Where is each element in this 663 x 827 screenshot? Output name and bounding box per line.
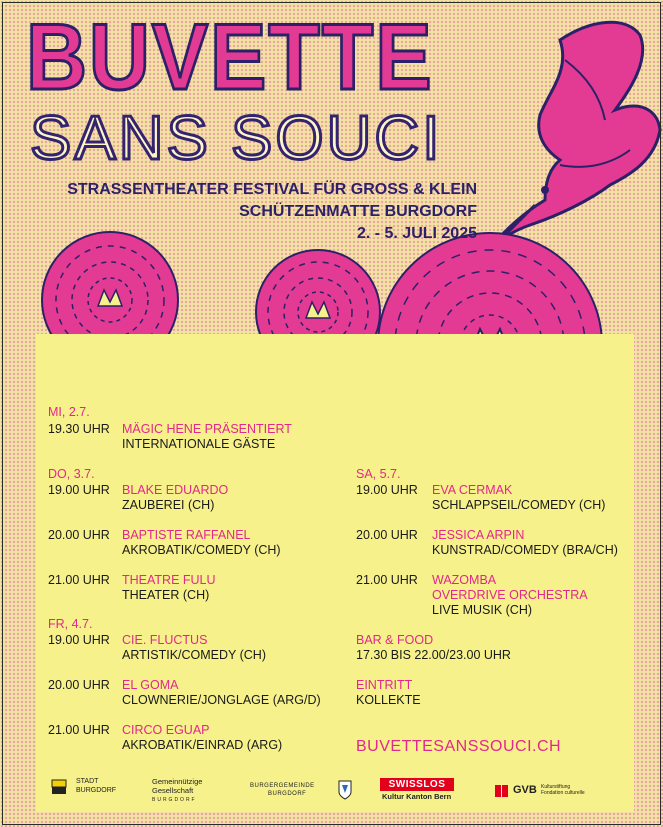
gvb-line2: Fondation culturelle	[541, 790, 585, 796]
swisslos-title: SWISSLOS	[380, 778, 454, 791]
time: 19.30 UHR	[48, 422, 110, 436]
entry-label: EINTRITT	[356, 678, 413, 692]
day-wed: MI, 2.7.	[48, 405, 90, 419]
act: BAPTISTE RAFFANEL	[122, 528, 251, 542]
act-desc: INTERNATIONALE GÄSTE	[122, 437, 276, 451]
act: WAZOMBA	[432, 573, 497, 587]
bar-food-hours: 17.30 BIS 22.00/23.00 UHR	[356, 648, 511, 662]
act: CIRCO EGUAP	[122, 723, 210, 737]
gvb-line1: Kulturstiftung	[541, 784, 571, 790]
sponsor-logos	[0, 760, 663, 820]
act-desc: KUNSTRAD/COMEDY (BRA/CH)	[432, 543, 618, 557]
act: OVERDRIVE ORCHESTRA	[432, 588, 588, 602]
title-buvette: BUVETTE	[26, 4, 434, 109]
time: 21.00 UHR	[356, 573, 418, 587]
act: EVA CERMAK	[432, 483, 513, 497]
subtitle-dates: 2. - 5. JULI 2025	[356, 225, 477, 242]
subtitle-festival: STRASSENTHEATER FESTIVAL FÜR GROSS & KLEIN	[67, 181, 477, 198]
stadt-line2: BURGDORF	[76, 787, 117, 794]
time: 21.00 UHR	[48, 723, 110, 737]
time: 19.00 UHR	[48, 483, 110, 497]
bg-line2: BURGDORF	[268, 791, 307, 797]
swisslos-sub: Kultur Kanton Bern	[382, 792, 452, 801]
stadt-burgdorf-logo	[50, 776, 117, 803]
subtitle-location: SCHÜTZENMATTE BURGDORF	[239, 203, 477, 220]
time: 20.00 UHR	[356, 528, 418, 542]
gvb-mark-icon	[495, 785, 509, 797]
stadt-line1: STADT	[76, 778, 99, 785]
gg-line3: BURGDORF	[152, 797, 197, 803]
crest-icon	[338, 780, 352, 800]
bar-food-label: BAR & FOOD	[356, 633, 434, 647]
act: MÄGIC HENE PRÄSENTIERT	[122, 422, 292, 436]
entry-value: KOLLEKTE	[356, 693, 421, 707]
bg-line1: BURGERGEMEINDE	[250, 783, 315, 789]
day-sat: SA, 5.7.	[356, 467, 401, 481]
act: THEATRE FULU	[122, 573, 216, 587]
day-fri: FR, 4.7.	[48, 617, 93, 631]
day-thu: DO, 3.7.	[48, 467, 95, 481]
gg-line2: Gesellschaft	[152, 786, 194, 795]
act-desc: ZAUBEREI (CH)	[122, 498, 215, 512]
act-desc: CLOWNERIE/JONGLAGE (ARG/D)	[122, 693, 321, 707]
act-desc: AKROBATIK/COMEDY (CH)	[122, 543, 281, 557]
time: 20.00 UHR	[48, 528, 110, 542]
time: 21.00 UHR	[48, 573, 110, 587]
title-sans-souci: SANS SOUCI	[30, 104, 443, 173]
gvb-logo	[495, 784, 585, 802]
act: JESSICA ARPIN	[432, 528, 525, 542]
gg-line1: Gemeinnützige	[152, 777, 203, 786]
stadt-burgdorf-icon	[50, 776, 72, 798]
time: 19.00 UHR	[356, 483, 418, 497]
act-desc: LIVE MUSIK (CH)	[432, 603, 533, 617]
act-desc: THEATER (CH)	[122, 588, 210, 602]
website-link[interactable]: BUVETTESANSSOUCI.CH	[356, 738, 562, 755]
act-desc: SCHLAPPSEIL/COMEDY (CH)	[432, 498, 606, 512]
act-desc: AKROBATIK/EINRAD (ARG)	[122, 738, 283, 752]
act-desc: ARTISTIK/COMEDY (CH)	[122, 648, 266, 662]
gvb-name: GVB	[513, 784, 537, 796]
act: CIE. FLUCTUS	[122, 633, 208, 647]
act: EL GOMA	[122, 678, 179, 692]
time: 20.00 UHR	[48, 678, 110, 692]
act: BLAKE EDUARDO	[122, 483, 229, 497]
time: 19.00 UHR	[48, 633, 110, 647]
